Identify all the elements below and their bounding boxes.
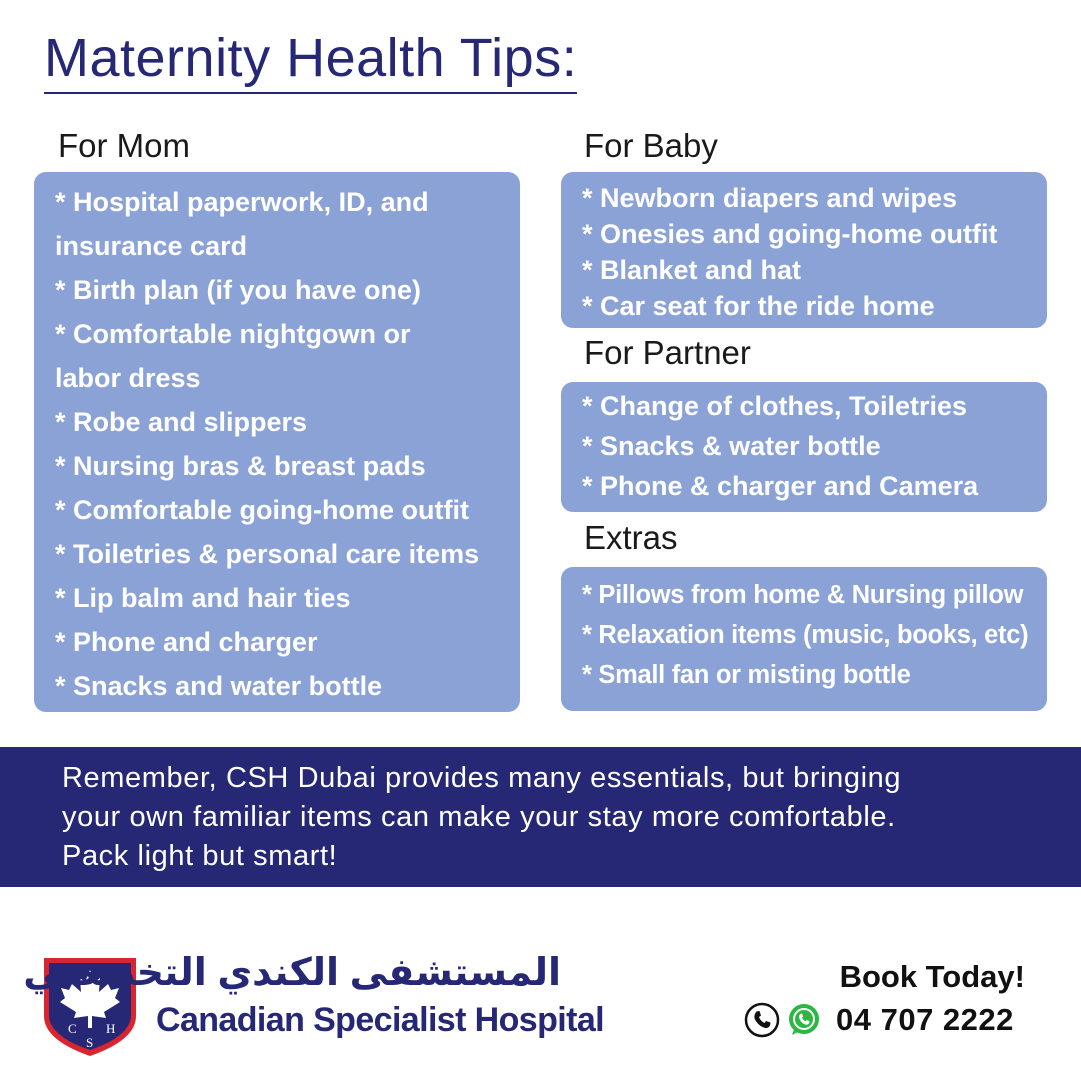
list-item: * Toiletries & personal care items: [55, 539, 480, 569]
list-item: * Nursing bras & breast pads: [55, 451, 426, 481]
list-item: * Small fan or misting bottle: [582, 661, 911, 689]
page-title: Maternity Health Tips:: [44, 26, 577, 94]
mom-checklist-card: [34, 172, 520, 712]
list-item: * Snacks and water bottle: [55, 671, 383, 701]
section-heading-mom: For Mom: [58, 127, 190, 164]
banner-line: Remember, CSH Dubai provides many essentials, but bringing: [62, 762, 902, 794]
whatsapp-icon: [786, 1002, 822, 1038]
logo-letter: S: [86, 1035, 94, 1050]
logo-letter: C: [68, 1021, 77, 1036]
list-item: * Robe and slippers: [55, 407, 308, 437]
list-item: * Blanket and hat: [582, 255, 802, 285]
list-item: * Comfortable nightgown or: [55, 319, 411, 349]
contact-phone-row[interactable]: [744, 1000, 1014, 1040]
extras-checklist-card: [561, 567, 1047, 711]
list-item: * Snacks & water bottle: [582, 431, 881, 461]
list-item: * Onesies and going-home outfit: [582, 219, 998, 249]
list-item: * Hospital paperwork, ID, and: [55, 187, 429, 217]
list-item: * Birth plan (if you have one): [55, 275, 422, 305]
logo-letter: H: [106, 1021, 116, 1036]
list-item: * Relaxation items (music, books, etc): [582, 621, 1029, 649]
section-heading-partner: For Partner: [584, 334, 751, 371]
partner-checklist-card: [561, 382, 1047, 512]
hospital-name-english: Canadian Specialist Hospital: [156, 1001, 604, 1039]
phone-icon: [744, 1002, 780, 1038]
list-item: labor dress: [55, 363, 201, 393]
reminder-banner: [0, 747, 1081, 887]
phone-number: 04 707 2222: [836, 1002, 1014, 1037]
list-item: * Comfortable going-home outfit: [55, 495, 469, 525]
list-item: * Phone & charger and Camera: [582, 471, 979, 501]
baby-checklist-card: [561, 172, 1047, 328]
banner-line: Pack light but smart!: [62, 840, 338, 872]
book-today-label: Book Today!: [839, 959, 1025, 994]
list-item: insurance card: [55, 231, 248, 261]
list-item: * Change of clothes, Toiletries: [582, 391, 968, 421]
list-item: * Pillows from home & Nursing pillow: [582, 581, 1024, 609]
section-heading-baby: For Baby: [584, 127, 718, 164]
list-item: * Phone and charger: [55, 627, 318, 657]
list-item: * Car seat for the ride home: [582, 291, 935, 321]
list-item: * Lip balm and hair ties: [55, 583, 351, 613]
banner-line: your own familiar items can make your stay more comfortable.: [62, 801, 896, 833]
list-item: * Newborn diapers and wipes: [582, 183, 958, 213]
section-heading-extras: Extras: [584, 519, 678, 556]
hospital-name-arabic: المستشفى الكندي التخصصي: [23, 952, 561, 994]
